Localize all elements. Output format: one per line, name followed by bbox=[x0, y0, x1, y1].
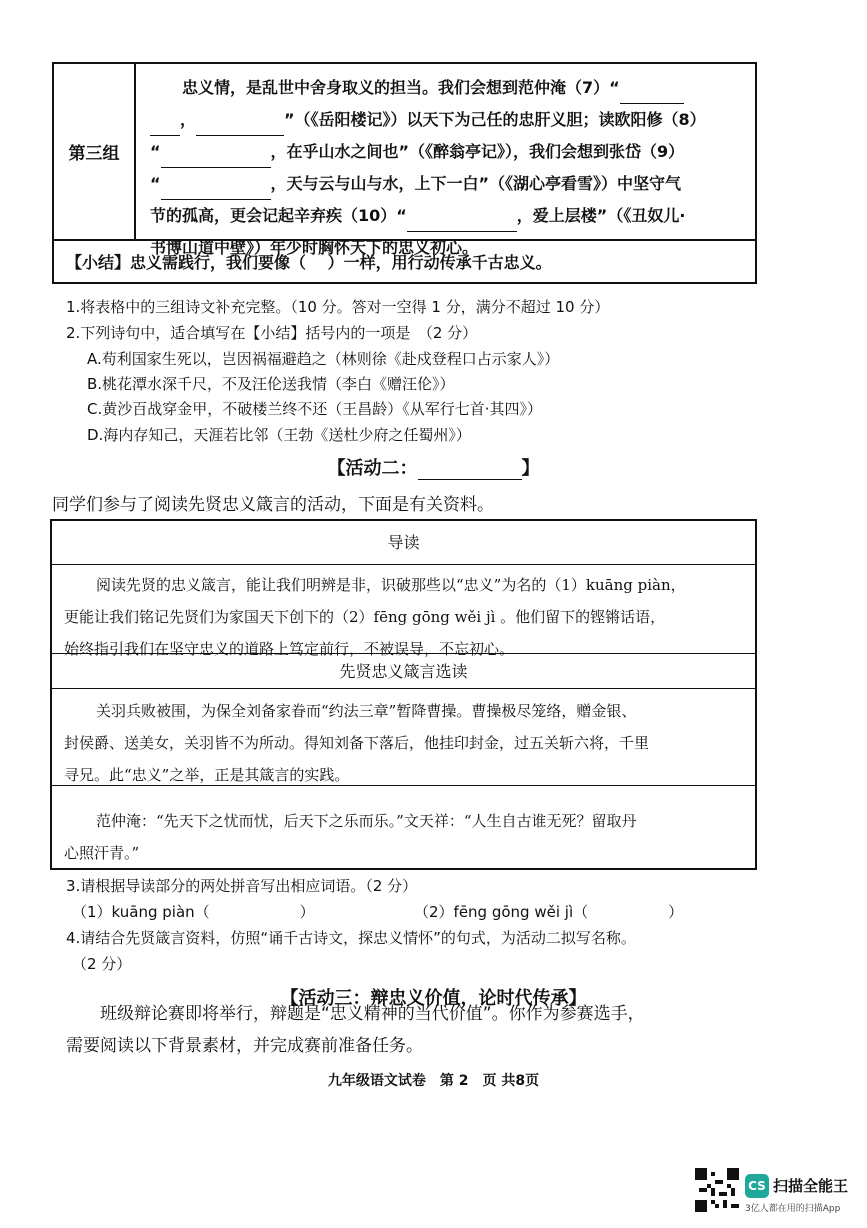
scanner-tagline: 3亿人都在用的扫描App bbox=[745, 1204, 841, 1214]
blank-9[interactable] bbox=[161, 181, 271, 200]
reading-table bbox=[50, 519, 757, 870]
option-a[interactable]: A.苟利国家生死以，岂因祸福避趋之（林则徐《赴戍登程口占示家人》） bbox=[87, 350, 560, 368]
qr-code-icon bbox=[695, 1168, 739, 1212]
activity2-name-blank[interactable] bbox=[418, 461, 522, 480]
blank-10[interactable] bbox=[407, 213, 517, 232]
group3-text: 忠义情，是乱世中舍身取义的担当。我们会想到范仲淹（7）“ ， ”（《岳阳楼记》）以天下为己任的忠肝义胆；读欧阳修（8） “ ，在乎山水之间也”（《醉翁亭记》），我们会想到张岱（9） “ ，天与云与山与水，上下一白”（《湖心亭看雪》）中坚守气 节的孤高，更会记起辛弃疾（10）“ ，爱上层楼”（《丑奴儿· 书博山道中壁》）年少时胸怀天下的忠义初心。 bbox=[150, 78, 706, 257]
question-2: 2.下列诗句中，适合填写在【小结】括号内的一项是 （2 分） bbox=[66, 324, 478, 342]
blank-7a[interactable] bbox=[620, 85, 684, 104]
scanner-name: 扫描全能王 bbox=[773, 1177, 849, 1195]
question-4: 4.请结合先贤箴言资料，仿照“诵千古诗文，探忠义情怀”的句式，为活动二拟写名称。 bbox=[66, 929, 636, 947]
guanyu-text: 关羽兵败被围，为保全刘备家眷而“约法三章”暂降曹操。曹操极尽笼络，赠金银、 封侯爵、送美女，关羽皆不为所动。得知刘备下落后，他挂印封金，过五关斩六将，千里 寻兄。此“忠义”之举，正是其箴言的实践。 bbox=[64, 702, 650, 784]
question-4-score: （2 分） bbox=[72, 955, 132, 973]
activity2-intro: 同学们参与了阅读先贤忠义箴言的活动，下面是有关资料。 bbox=[52, 495, 494, 515]
group3-label: 第三组 bbox=[54, 64, 136, 239]
scanner-logo: CS bbox=[745, 1174, 769, 1198]
activity3-paragraph-2: 需要阅读以下背景素材，并完成赛前准备任务。 bbox=[66, 1036, 423, 1056]
question-1: 1.将表格中的三组诗文补充完整。（10 分。答对一空得 1 分，满分不超过 10 分） bbox=[66, 298, 610, 316]
question-3-part-2: （2）fēng gōng wěi jì（ ） bbox=[414, 903, 684, 921]
blank-7b[interactable] bbox=[150, 117, 180, 136]
activity2-title: 【活动二： 】 bbox=[327, 458, 540, 479]
question-3: 3.请根据导读部分的两处拼音写出相应词语。（2 分） bbox=[66, 877, 418, 895]
question-3-part-1: （1）kuāng piàn（ ） bbox=[72, 903, 315, 921]
option-c[interactable]: C.黄沙百战穿金甲，不破楼兰终不还（王昌龄）《从军行七首·其四》） bbox=[87, 400, 543, 418]
group3-summary: 【小结】忠义需践行，我们要像（ ）一样，用行动传承千古忠义。 bbox=[54, 239, 755, 282]
group3-table bbox=[52, 62, 757, 284]
guide-heading: 导读 bbox=[52, 521, 755, 565]
divider bbox=[52, 785, 755, 787]
activity3-paragraph-1: 班级辩论赛即将举行，辩题是“忠义精神的当代价值”。你作为参赛选手， bbox=[100, 1004, 645, 1024]
option-d[interactable]: D.海内存知己，天涯若比邻（王勃《送杜少府之任蜀州》） bbox=[87, 426, 471, 444]
page-footer: 九年级语文试卷 第 2 页 共8页 bbox=[327, 1073, 540, 1089]
blank-7c[interactable] bbox=[196, 117, 284, 136]
fan-wen-text: 范仲淹：“先天下之忧而忧，后天下之乐而乐。”文天祥：“人生自古谁无死？留取丹 心照汗青。” bbox=[64, 812, 637, 862]
guide-text: 阅读先贤的忠义箴言，能让我们明辨是非，识破那些以“忠义”为名的（1）kuāng piàn， 更能让我们铭记先贤们为家国天下创下的（2）fēng gōng wěi jì 。他们留下的铿锵话语， 始终指引我们在坚守忠义的道路上笃定前行，不被误导，不忘初心。 bbox=[64, 576, 686, 658]
activity3-title: 【活动三：辩忠义价值，论时代传承】 bbox=[280, 988, 587, 1009]
selection-heading: 先贤忠义箴言选读 bbox=[52, 653, 755, 689]
blank-8[interactable] bbox=[161, 149, 271, 168]
option-b[interactable]: B.桃花潭水深千尺，不及汪伦送我情（李白《赠汪伦》） bbox=[87, 375, 455, 393]
